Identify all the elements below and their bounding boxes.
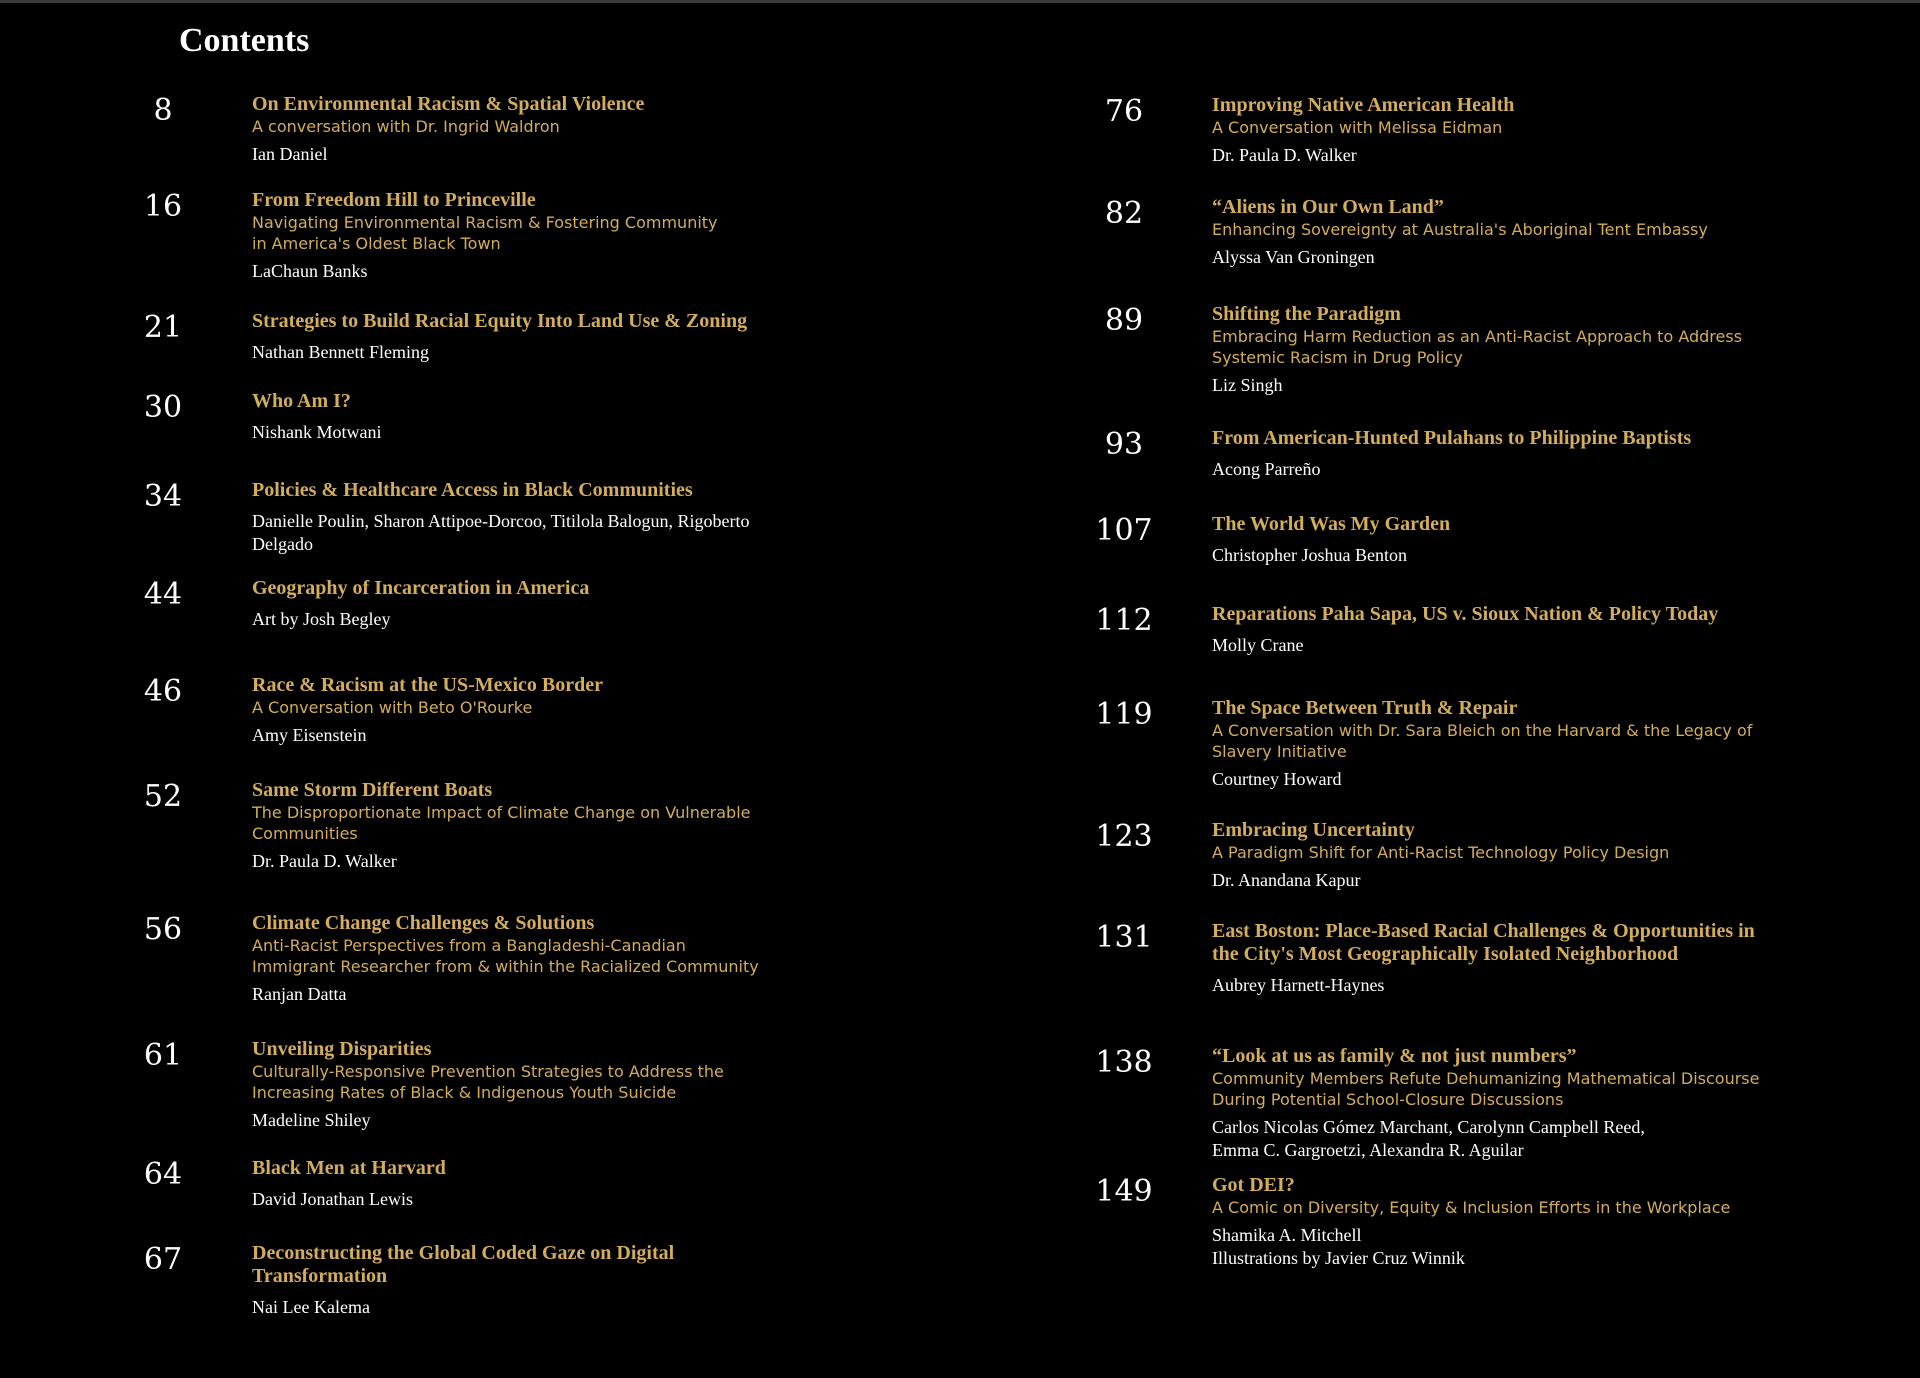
page-number: 123: [1095, 819, 1153, 854]
page-number: 52: [143, 779, 183, 814]
page-title: Contents: [179, 22, 310, 59]
entry-body: [252, 1157, 812, 1211]
entry-author: Alyssa Van Groningen: [1212, 247, 1375, 267]
entry-body: [252, 1242, 812, 1319]
page-number: 67: [143, 1242, 183, 1277]
entry-author: Liz Singh: [1212, 375, 1283, 395]
entry-subtitle: A Paradigm Shift for Anti-Racist Technology Policy Design: [1212, 843, 1670, 862]
entry-author: Dr. Anandana Kapur: [1212, 870, 1361, 890]
entry-author: Ian Daniel: [252, 144, 328, 164]
entry-subtitle: The Disproportionate Impact of Climate Change on Vulnerable Communities: [252, 803, 751, 843]
page-number: 44: [143, 577, 183, 612]
page-number: 93: [1104, 427, 1144, 462]
page-number: 89: [1104, 303, 1144, 338]
top-rule: [0, 0, 1920, 3]
entry-title[interactable]: “Aliens in Our Own Land”: [1212, 196, 1444, 218]
entry-author: Nathan Bennett Fleming: [252, 342, 429, 362]
entry-author: Amy Eisenstein: [252, 725, 367, 745]
entry-body: [252, 1038, 812, 1132]
entry-title[interactable]: The World Was My Garden: [1212, 513, 1451, 535]
entry-body: [252, 390, 812, 444]
entry-title[interactable]: Reparations Paha Sapa, US v. Sioux Nation & Policy Today: [1212, 603, 1719, 625]
page-number: 112: [1095, 603, 1153, 638]
entry-title[interactable]: Climate Change Challenges & Solutions: [252, 912, 595, 934]
page-number: 56: [143, 912, 183, 947]
entry-body: [1212, 819, 1772, 892]
entry-title[interactable]: From Freedom Hill to Princeville: [252, 189, 536, 211]
entry-author: Dr. Paula D. Walker: [1212, 145, 1357, 165]
entry-body: [252, 912, 812, 1006]
entry-body: [252, 674, 812, 747]
entry-title[interactable]: Improving Native American Health: [1212, 94, 1515, 116]
entry-author: Ranjan Datta: [252, 984, 347, 1004]
entry-body: [1212, 1045, 1772, 1162]
entry-title[interactable]: From American-Hunted Pulahans to Philippine Baptists: [1212, 427, 1692, 449]
entry-title[interactable]: Geography of Incarceration in America: [252, 577, 590, 599]
entry-title[interactable]: Race & Racism at the US-Mexico Border: [252, 674, 604, 696]
entry-author: Shamika A. Mitchell Illustrations by Javier Cruz Winnik: [1212, 1225, 1465, 1268]
entry-title[interactable]: Who Am I?: [252, 390, 351, 412]
entry-author: Madeline Shiley: [252, 1110, 371, 1130]
entry-author: David Jonathan Lewis: [252, 1189, 413, 1209]
entry-title[interactable]: Same Storm Different Boats: [252, 779, 493, 801]
entry-body: [252, 779, 812, 873]
page-number: 34: [143, 479, 183, 514]
entry-author: Art by Josh Begley: [252, 609, 391, 629]
entry-author: Aubrey Harnett-Haynes: [1212, 975, 1385, 995]
page-number: 64: [143, 1157, 183, 1192]
entry-subtitle: A Conversation with Dr. Sara Bleich on the Harvard & the Legacy of Slavery Initiative: [1212, 721, 1753, 761]
entry-title[interactable]: East Boston: Place-Based Racial Challenges & Opportunities in the City's Most Geographically Isolated Neighborhood: [1212, 920, 1755, 965]
entry-title[interactable]: Shifting the Paradigm: [1212, 303, 1401, 325]
entry-title[interactable]: Embracing Uncertainty: [1212, 819, 1415, 841]
entry-body: [1212, 513, 1772, 567]
page-number: 131: [1095, 920, 1153, 955]
entry-title[interactable]: Got DEI?: [1212, 1174, 1295, 1196]
page-number: 21: [143, 310, 183, 345]
page-number: 119: [1095, 697, 1153, 732]
entry-title[interactable]: On Environmental Racism & Spatial Violence: [252, 93, 645, 115]
entry-author: Danielle Poulin, Sharon Attipoe-Dorcoo, Titilola Balogun, Rigoberto Delgado: [252, 511, 750, 554]
page-number: 46: [143, 674, 183, 709]
entry-subtitle: Navigating Environmental Racism & Fostering Community in America's Oldest Black Town: [252, 213, 718, 253]
entry-body: [252, 310, 812, 364]
entry-body: [252, 189, 812, 283]
page-number: 138: [1095, 1045, 1153, 1080]
entry-title[interactable]: The Space Between Truth & Repair: [1212, 697, 1518, 719]
entry-subtitle: Embracing Harm Reduction as an Anti-Racist Approach to Address Systemic Racism in Drug Policy: [1212, 327, 1743, 367]
entry-body: [1212, 303, 1772, 397]
page-number: 61: [143, 1038, 183, 1073]
entry-body: [1212, 697, 1772, 791]
entry-title[interactable]: Unveiling Disparities: [252, 1038, 432, 1060]
entry-body: [252, 93, 812, 166]
page-number: 149: [1095, 1174, 1153, 1209]
page-number: 82: [1104, 196, 1144, 231]
entry-subtitle: A Conversation with Beto O'Rourke: [252, 698, 533, 717]
entry-body: [1212, 196, 1772, 269]
entry-body: [1212, 94, 1772, 167]
entry-title[interactable]: Black Men at Harvard: [252, 1157, 446, 1179]
entry-subtitle: A conversation with Dr. Ingrid Waldron: [252, 117, 560, 136]
entry-body: [1212, 920, 1772, 997]
entry-title[interactable]: “Look at us as family & not just numbers”: [1212, 1045, 1577, 1067]
entry-author: Nai Lee Kalema: [252, 1297, 370, 1317]
entry-author: Christopher Joshua Benton: [1212, 545, 1407, 565]
entry-body: [252, 577, 812, 631]
entry-author: Courtney Howard: [1212, 769, 1342, 789]
entry-author: Dr. Paula D. Walker: [252, 851, 397, 871]
entry-body: [1212, 603, 1772, 657]
entry-subtitle: Community Members Refute Dehumanizing Mathematical Discourse During Potential School-Closure Discussions: [1212, 1069, 1760, 1109]
page-number: 76: [1104, 94, 1144, 129]
entry-author: LaChaun Banks: [252, 261, 368, 281]
entry-title[interactable]: Strategies to Build Racial Equity Into Land Use & Zoning: [252, 310, 748, 332]
entry-body: [1212, 1174, 1772, 1270]
entry-author: Acong Parreño: [1212, 459, 1321, 479]
entry-body: [1212, 427, 1772, 481]
entry-subtitle: Anti-Racist Perspectives from a Bangladeshi-Canadian Immigrant Researcher from & within the Racialized Community: [252, 936, 759, 976]
entry-author: Carlos Nicolas Gómez Marchant, Carolynn Campbell Reed, Emma C. Gargroetzi, Alexandra R. Aguilar: [1212, 1117, 1645, 1160]
entry-author: Molly Crane: [1212, 635, 1304, 655]
entry-subtitle: A Conversation with Melissa Eidman: [1212, 118, 1503, 137]
page-number: 107: [1095, 513, 1153, 548]
page-number: 8: [153, 93, 173, 128]
entry-title[interactable]: Deconstructing the Global Coded Gaze on Digital Transformation: [252, 1242, 675, 1287]
entry-subtitle: Enhancing Sovereignty at Australia's Aboriginal Tent Embassy: [1212, 220, 1708, 239]
entry-title[interactable]: Policies & Healthcare Access in Black Communities: [252, 479, 693, 501]
entry-subtitle: A Comic on Diversity, Equity & Inclusion Efforts in the Workplace: [1212, 1198, 1731, 1217]
entry-subtitle: Culturally-Responsive Prevention Strategies to Address the Increasing Rates of Black & Indigenous Youth Suicide: [252, 1062, 724, 1102]
page-number: 30: [143, 390, 183, 425]
entry-author: Nishank Motwani: [252, 422, 382, 442]
page-number: 16: [143, 189, 183, 224]
entry-body: [252, 479, 812, 556]
